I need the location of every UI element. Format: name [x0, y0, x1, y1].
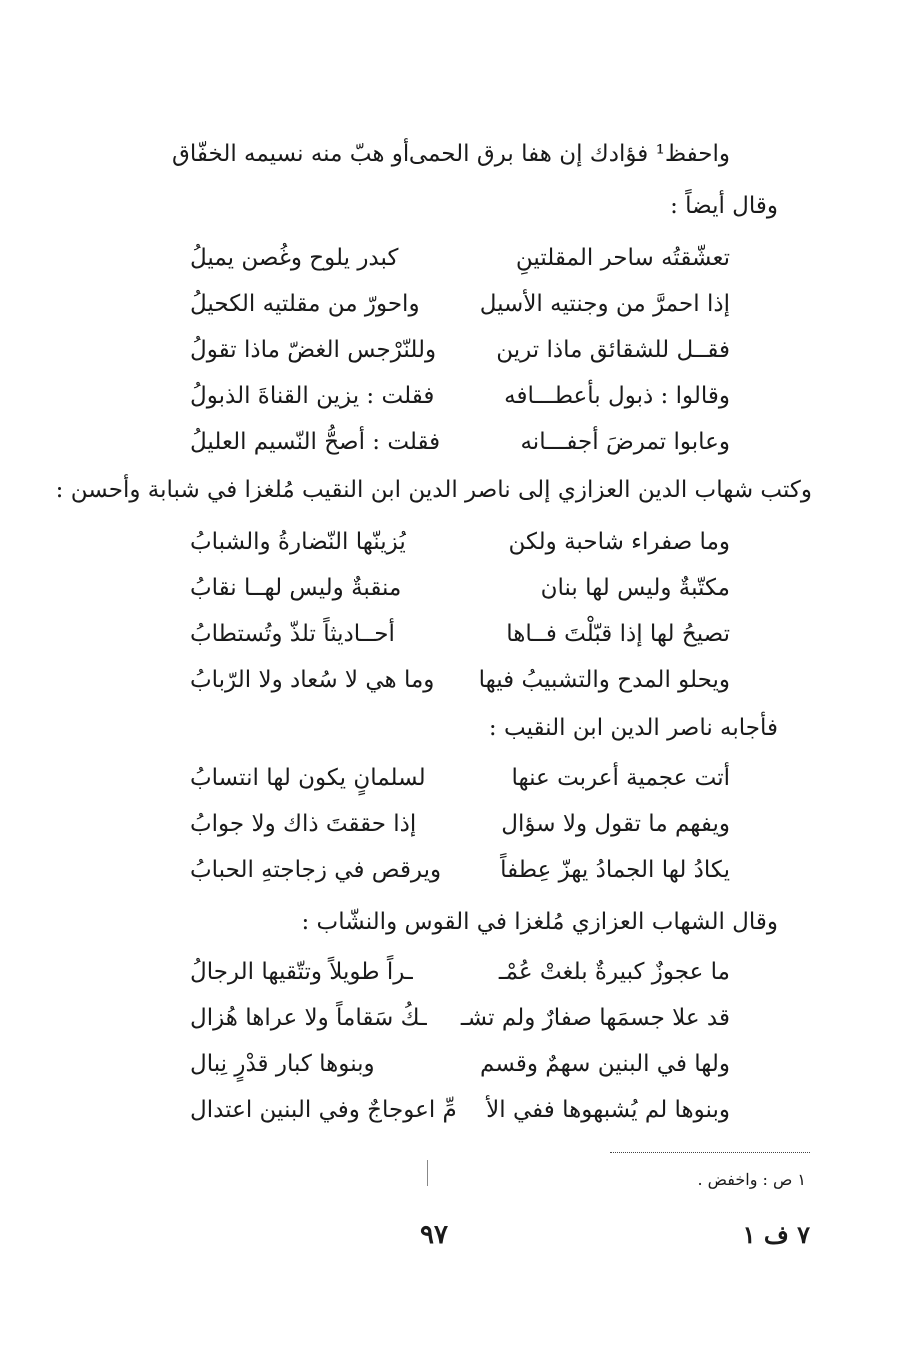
verse-hemistich-left: يُزينّها النّضارةُ والشبابُ	[190, 529, 406, 555]
verse-hemistich-left: لسلمانٍ يكون لها انتسابُ	[190, 765, 426, 791]
verse-hemistich-right: تعشّقتُه ساحر المقلتينِ	[515, 245, 730, 271]
verse-hemistich-right: فقــل للشقائق ماذا ترين	[496, 337, 730, 363]
footnote-divider	[610, 1152, 810, 1153]
verse-line	[0, 288, 918, 328]
verse-hemistich-right: ما عجوزٌ كبيرةٌ بلغتْ عُمْـ	[498, 959, 730, 985]
verse-line	[0, 526, 918, 566]
verse-hemistich-left: وللنّرْجس الغضّ ماذا تقولُ	[190, 337, 437, 363]
verse-hemistich-right: مكتّبةٌ وليس لها بنان	[540, 575, 730, 601]
verse-hemistich-left: واحورّ من مقلتيه الكحيلُ	[190, 291, 420, 317]
verse-hemistich-right: واحفظ¹ فؤادك إن هفا برق الحمى	[408, 141, 730, 167]
section-intro: وكتب شهاب الدين العزازي إلى ناصر الدين ابن النقيب مُلغزا في شبابة وأحسن :	[55, 477, 812, 503]
verse-line	[0, 854, 918, 894]
section-intro: وقال الشهاب العزازي مُلغزا في القوس والنشّاب :	[301, 909, 778, 935]
verse-hemistich-right: ولها في البنين سهمٌ وقسم	[480, 1051, 730, 1077]
verse-hemistich-left: ويرقص في زجاجتهِ الحبابُ	[190, 857, 442, 883]
verse-hemistich-right: تصيحُ لها إذا قبّلْتَ فــاها	[506, 621, 730, 647]
verse-line	[0, 242, 918, 282]
verse-hemistich-left: مِّ اعوجاجٌ وفي البنين اعتدال	[190, 1097, 457, 1123]
verse-line	[0, 956, 918, 996]
verse-line	[0, 664, 918, 704]
verse-hemistich-left: فقلت : يزين القناةَ الذبولُ	[190, 383, 435, 409]
verse-hemistich-right: قد علا جسمَها صفارٌ ولم تشـ	[460, 1005, 730, 1031]
verse-line	[0, 808, 918, 848]
verse-hemistich-left: كبدر يلوح وغُصن يميلُ	[190, 245, 399, 271]
verse-hemistich-left: فقلت : أصحُّ النّسيم العليلُ	[190, 429, 441, 455]
verse-hemistich-left: ـراً طويلاً وتتّقيها الرجالُ	[190, 959, 413, 985]
verse-line	[0, 572, 918, 612]
page-number: ٩٧	[420, 1220, 448, 1250]
verse-line	[0, 762, 918, 802]
verse-line	[0, 1048, 918, 1088]
verse-hemistich-left: إذا حققتَ ذاك ولا جوابُ	[190, 811, 417, 837]
verse-hemistich-right: وما صفراء شاحبة ولكن	[508, 529, 730, 555]
verse-line	[0, 334, 918, 374]
verse-hemistich-left: ـكُ سَقاماً ولا عراها هُزال	[190, 1005, 427, 1031]
verse-line	[0, 426, 918, 466]
verse-hemistich-right: وعابوا تمرضَ أجفـــانه	[520, 429, 730, 455]
verse-hemistich-right: وبنوها لم يُشبهوها ففي الأ	[486, 1097, 730, 1123]
verse-line	[0, 380, 918, 420]
signature-mark: ٧ ف ١	[742, 1220, 810, 1249]
verse-line	[0, 1094, 918, 1134]
footnote: ١ ص : واخفض .	[697, 1170, 806, 1189]
section-intro: وقال أيضاً :	[670, 193, 778, 219]
verse-hemistich-left: وما هي لا سُعاد ولا الرّبابُ	[190, 667, 435, 693]
verse-hemistich-left: أو هبّ منه نسيمه الخفّاق	[172, 141, 410, 167]
verse-line	[0, 618, 918, 658]
section-intro: فأجابه ناصر الدين ابن النقيب :	[488, 715, 778, 741]
verse-hemistich-right: وقالوا : ذبول بأعطـــافه	[504, 383, 730, 409]
verse-line	[0, 1002, 918, 1042]
verse-hemistich-right: أتت عجمية أعربت عنها	[511, 765, 730, 791]
gutter-mark	[427, 1160, 428, 1186]
verse-hemistich-left: وبنوها كبار قدْرٍ نِبال	[190, 1051, 375, 1077]
verse-hemistich-left: أحــاديثاً تلذّ وتُستطابُ	[190, 621, 395, 647]
verse-hemistich-left: منقبةٌ وليس لهــا نقابُ	[190, 575, 402, 601]
verse-hemistich-right: ويفهم ما تقول ولا سؤال	[501, 811, 730, 837]
verse-hemistich-right: يكادُ لها الجمادُ يهزّ عِطفاً	[500, 857, 730, 883]
verse-hemistich-right: إذا احمرَّ من وجنتيه الأسيل	[479, 291, 730, 317]
verse-hemistich-right: ويحلو المدح والتشبيبُ فيها	[478, 667, 730, 693]
